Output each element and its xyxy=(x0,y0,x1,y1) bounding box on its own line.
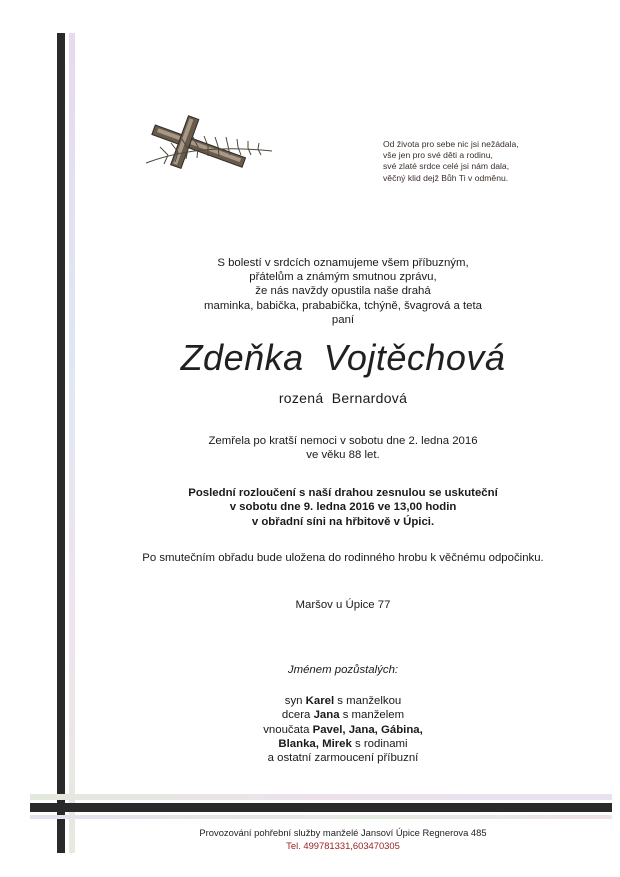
family-line xyxy=(66,737,620,751)
funeral-line: v sobotu dne 9. ledna 2016 ve 13,00 hodin xyxy=(229,501,457,514)
death-line: ve věku 88 let. xyxy=(306,449,380,462)
intro-line: že nás navždy opustila naše drahá xyxy=(255,285,431,298)
address-place: Maršov u Úpice 77 xyxy=(295,599,391,611)
family-text: s manželem xyxy=(339,709,405,722)
poem-line: věčný klid dejž Bůh Ti v odměnu. xyxy=(383,172,509,183)
announcement-intro xyxy=(66,256,620,327)
footer-phone: Tel. 499781331,603470305 xyxy=(286,839,400,851)
deceased-name xyxy=(66,337,620,379)
intro-line: S bolestí v srdcích oznamujeme všem příbuzným, xyxy=(217,257,469,269)
family-text: s manželkou xyxy=(334,695,402,707)
palm-branch xyxy=(146,136,272,164)
family-text: syn xyxy=(284,695,306,707)
maiden-name: rozená Bernardová xyxy=(278,390,408,406)
poem-line: vše jen pro své děti a rodinu, xyxy=(383,150,493,161)
family-line: a ostatní zarmoucení příbuzní xyxy=(267,752,419,765)
deceased-last-name: Vojtěchová xyxy=(323,337,506,378)
intro-line: přátelům a známým smutnou zprávu, xyxy=(249,271,437,284)
family-text: dcera xyxy=(281,709,314,722)
footer-operator: Provozování pohřební služby manželé Jansoví Úpice Regnerova 485 xyxy=(199,827,487,838)
funeral-line: v obřadní síni na hřbitově v Úpici. xyxy=(251,515,435,528)
deceased-first-name: Zdeňka xyxy=(180,337,304,378)
family-member-name: Jana xyxy=(313,709,340,722)
funeral-details xyxy=(66,486,620,529)
family-line xyxy=(66,694,620,708)
frame-vertical-dark-stripe xyxy=(57,33,65,853)
intro-line: maminka, babička, prababička, tchýně, švagrová a teta xyxy=(204,299,482,312)
family-line xyxy=(66,708,620,722)
family-member-name: Blanka, Mirek xyxy=(278,737,352,750)
death-line: Zemřela po kratší nemoci v sobotu dne 2. ledna 2016 xyxy=(208,435,478,447)
frame-horizontal-dark-stripe xyxy=(30,803,612,812)
family-text: s rodinami xyxy=(351,737,408,750)
family-text: vnoučata xyxy=(263,723,313,736)
family-line xyxy=(66,723,620,737)
poem-line: Od života pro sebe nic jsi nežádala, xyxy=(383,139,519,149)
family-member-name: Pavel, Jana, Gábina, xyxy=(312,723,423,736)
funeral-line: Poslední rozloučení s naší drahou zesnulou se uskuteční xyxy=(188,487,498,499)
family-member-name: Karel xyxy=(305,695,335,707)
poem-line: své zlaté srdce celé jsi nám dala, xyxy=(383,161,510,172)
frame-horizontal-light-stripe-bottom xyxy=(30,815,612,819)
funeral-service-footer xyxy=(66,827,620,852)
death-notice xyxy=(66,434,620,462)
intro-line: paní xyxy=(331,313,355,326)
family-list xyxy=(66,694,620,765)
on-behalf-heading: Jménem pozůstalých: xyxy=(287,664,399,676)
burial-text: Po smutečním obřadu bude uložena do rodinného hrobu k věčnému odpočinku. xyxy=(142,552,544,564)
frame-horizontal-light-stripe-top xyxy=(30,794,612,800)
poem-verse xyxy=(383,139,583,184)
cross-with-palm-branch-icon xyxy=(138,113,276,183)
